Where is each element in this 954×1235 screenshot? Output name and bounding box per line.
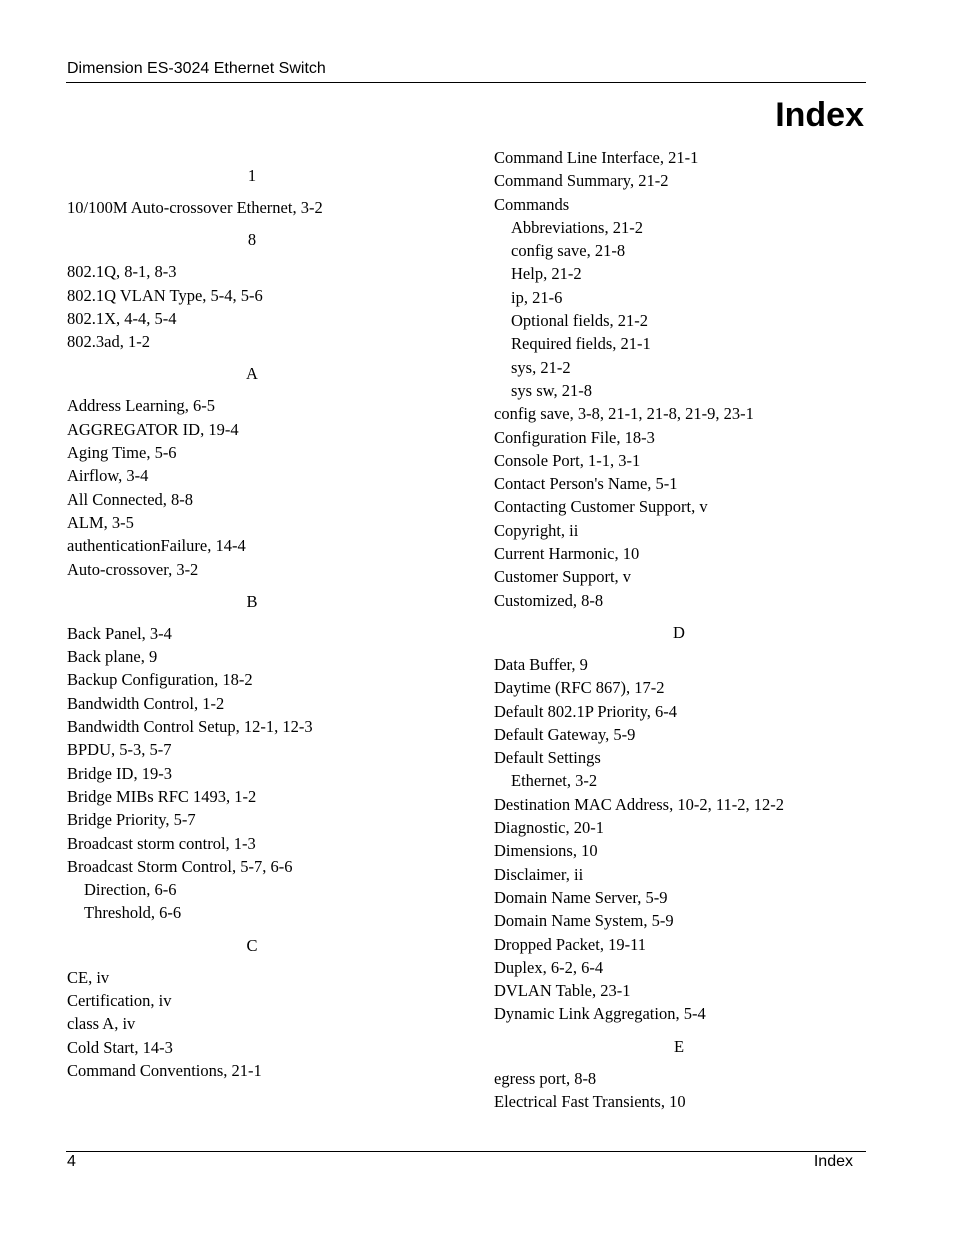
footer-section-label: Index [813, 1153, 853, 1170]
index-entry: All Connected, 8-8 [67, 489, 194, 509]
index-section-letter: 1 [247, 166, 257, 185]
index-entry: Configuration File, 18-3 [494, 427, 655, 447]
index-entry: Bandwidth Control Setup, 12-1, 12-3 [67, 717, 313, 737]
index-entry: Bridge MIBs RFC 1493, 1-2 [67, 786, 257, 806]
index-entry: Bridge Priority, 5-7 [67, 810, 196, 830]
footer-rule [66, 1151, 866, 1152]
index-entry: Customer Support, v [494, 567, 632, 587]
index-entry: Dynamic Link Aggregation, 5-4 [494, 1004, 706, 1024]
index-entry: Auto-crossover, 3-2 [67, 559, 199, 579]
index-section-letter: E [673, 1036, 685, 1056]
index-entry: Aging Time, 5-6 [67, 443, 177, 463]
index-entry: 802.1Q VLAN Type, 5-4, 5-6 [67, 285, 263, 305]
index-entry: Certification, iv [67, 991, 172, 1011]
index-entry: egress port, 8-8 [494, 1068, 597, 1088]
index-entry: Default 802.1P Priority, 6-4 [494, 701, 678, 721]
index-subentry: Optional fields, 21-2 [511, 311, 649, 331]
index-entry: 10/100M Auto-crossover Ethernet, 3-2 [67, 198, 323, 217]
index-entry: Back plane, 9 [67, 647, 158, 667]
index-subentry: Abbreviations, 21-2 [511, 217, 643, 237]
running-header: Dimension ES-3024 Ethernet Switch [67, 60, 326, 77]
index-entry: BPDU, 5-3, 5-7 [67, 740, 172, 760]
index-entry: Cold Start, 14-3 [67, 1037, 173, 1057]
index-subentry: sys sw, 21-8 [511, 380, 592, 400]
header-rule [66, 82, 866, 83]
index-entry: Back Panel, 3-4 [67, 623, 172, 643]
index-section-letter: C [246, 935, 258, 955]
index-subentry: Required fields, 21-1 [511, 334, 651, 354]
index-entry: Electrical Fast Transients, 10 [494, 1091, 686, 1111]
index-entry: 802.3ad, 1-2 [67, 332, 150, 352]
index-entry: class A, iv [67, 1014, 136, 1034]
page-title: Index [775, 96, 864, 134]
index-entry: Duplex, 6-2, 6-4 [494, 957, 604, 977]
index-entry: Airflow, 3-4 [67, 466, 149, 486]
index-entry: Console Port, 1-1, 3-1 [494, 450, 641, 470]
index-entry: Command Summary, 21-2 [494, 171, 669, 191]
index-entry: Data Buffer, 9 [494, 654, 588, 674]
index-entry: authenticationFailure, 14-4 [67, 536, 246, 556]
index-column-right [494, 146, 864, 1113]
index-entry: Contact Person's Name, 5-1 [494, 474, 678, 494]
index-section-letter: D [673, 622, 685, 642]
index-section-letter: 8 [247, 230, 257, 250]
index-entry: Current Harmonic, 10 [494, 544, 640, 564]
index-entry: Default Settings [494, 748, 601, 768]
index-entry: Customized, 8-8 [494, 590, 604, 610]
index-section-letter: B [246, 591, 258, 611]
index-entry: DVLAN Table, 23-1 [494, 981, 631, 1001]
index-entry: 802.1Q, 8-1, 8-3 [67, 262, 177, 282]
index-entry: Diagnostic, 20-1 [494, 818, 604, 838]
index-column-left [67, 146, 437, 1082]
index-entry: Domain Name System, 5-9 [494, 911, 674, 931]
index-entry: Command Conventions, 21-1 [67, 1060, 262, 1080]
index-subentry: Ethernet, 3-2 [511, 771, 598, 791]
index-entry: config save, 3-8, 21-1, 21-8, 21-9, 23-1 [494, 404, 754, 424]
index-entry: Dimensions, 10 [494, 841, 598, 861]
index-entry: Bandwidth Control, 1-2 [67, 693, 225, 713]
index-subentry: sys, 21-2 [511, 357, 571, 377]
index-entry: CE, iv [67, 967, 110, 987]
index-entry: AGGREGATOR ID, 19-4 [67, 419, 239, 439]
index-subentry: Help, 21-2 [511, 264, 582, 284]
index-entry: Destination MAC Address, 10-2, 11-2, 12-2 [494, 794, 784, 814]
index-entry: 802.1X, 4-4, 5-4 [67, 308, 177, 328]
page-number: 4 [67, 1153, 76, 1170]
index-subentry: config save, 21-8 [511, 241, 626, 261]
index-entry: Commands [494, 194, 570, 214]
index-entry: Disclaimer, ii [494, 864, 584, 884]
index-subentry: Threshold, 6-6 [84, 903, 182, 923]
index-section-letter: A [246, 364, 258, 384]
index-subentry: ip, 21-6 [511, 287, 563, 307]
index-entry: Address Learning, 6-5 [67, 396, 216, 416]
index-entry: Broadcast storm control, 1-3 [67, 833, 256, 853]
index-entry: Dropped Packet, 19-11 [494, 934, 646, 954]
index-subentry: Direction, 6-6 [84, 880, 177, 900]
index-entry: Broadcast Storm Control, 5-7, 6-6 [67, 856, 293, 876]
index-entry: ALM, 3-5 [67, 512, 134, 532]
index-entry: Backup Configuration, 18-2 [67, 670, 253, 690]
index-entry: Default Gateway, 5-9 [494, 724, 636, 744]
index-entry: Daytime (RFC 867), 17-2 [494, 678, 665, 698]
index-entry: Domain Name Server, 5-9 [494, 887, 668, 907]
index-entry: Command Line Interface, 21-1 [494, 148, 699, 167]
index-entry: Bridge ID, 19-3 [67, 763, 172, 783]
index-entry: Contacting Customer Support, v [494, 497, 708, 517]
index-entry: Copyright, ii [494, 520, 579, 540]
